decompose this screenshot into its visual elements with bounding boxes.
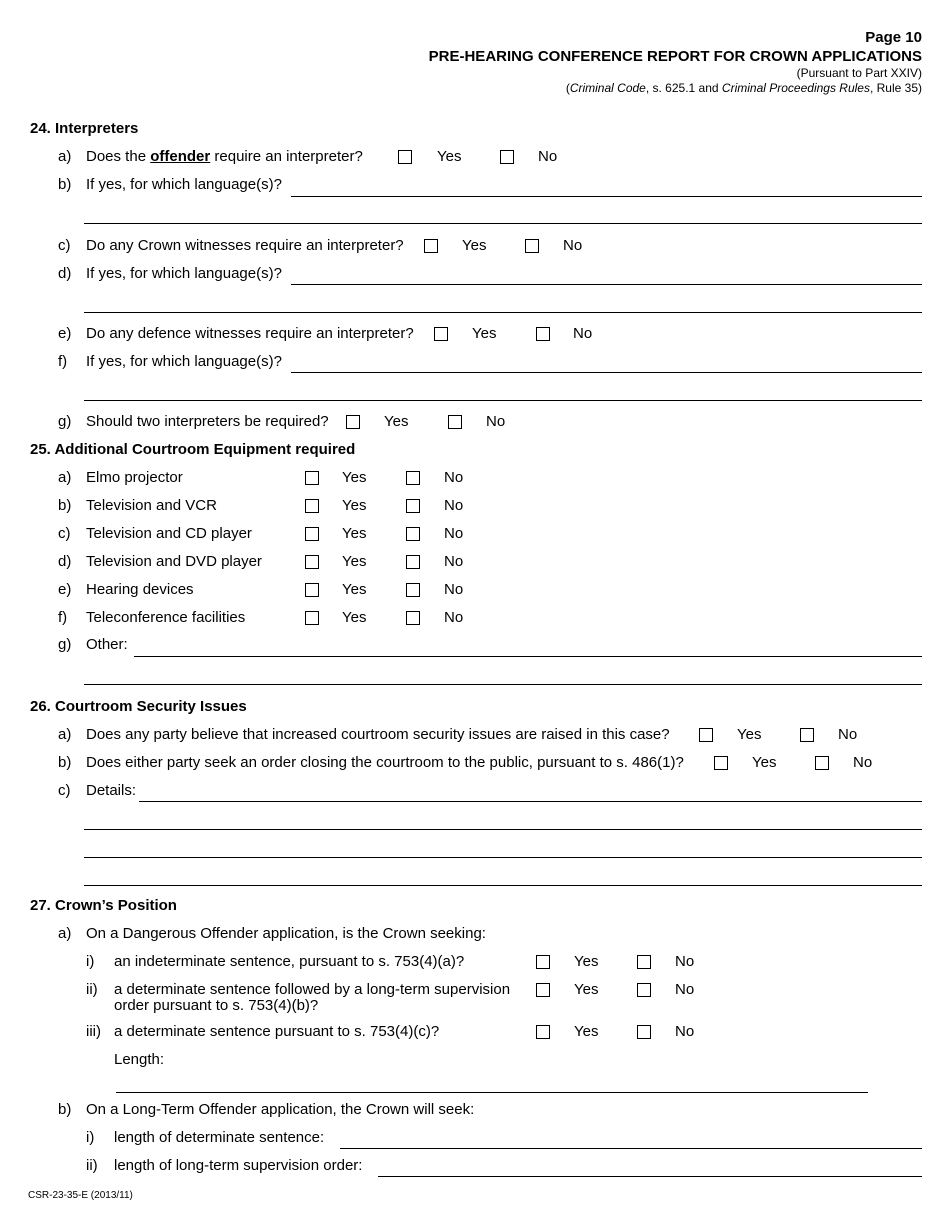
- item-letter: g): [58, 636, 72, 653]
- no-label: No: [486, 413, 506, 430]
- item-letter: a): [58, 148, 72, 165]
- s26c-details-field-3[interactable]: [84, 838, 922, 858]
- s27aiii-yes-checkbox[interactable]: [536, 1025, 550, 1039]
- s25a-no-checkbox[interactable]: [406, 471, 420, 485]
- s24d-question: If yes, for which language(s)?: [86, 265, 282, 282]
- section-24-title: 24. Interpreters: [30, 120, 139, 137]
- s27a-question: On a Dangerous Offender application, is the Crown seeking:: [86, 925, 486, 942]
- s27bii-label: length of long-term supervision order:: [114, 1157, 363, 1174]
- s27ai-no-checkbox[interactable]: [637, 955, 651, 969]
- subitem-number: ii): [86, 981, 98, 998]
- s25c-yes-checkbox[interactable]: [305, 527, 319, 541]
- ref-mid: , s. 625.1 and: [645, 81, 722, 95]
- s24a-no-checkbox[interactable]: [500, 150, 514, 164]
- yes-label: Yes: [574, 953, 599, 970]
- subitem-number: iii): [86, 1023, 101, 1040]
- subitem-number: ii): [86, 1157, 98, 1174]
- subitem-number: i): [86, 953, 95, 970]
- s25e-no-checkbox[interactable]: [406, 583, 420, 597]
- equipment-label: Television and DVD player: [86, 553, 262, 570]
- s24e-yes-checkbox[interactable]: [434, 327, 448, 341]
- section-27-title: 27. Crown’s Position: [30, 897, 177, 914]
- item-letter: a): [58, 925, 72, 942]
- no-label: No: [444, 609, 464, 626]
- yes-label: Yes: [472, 325, 497, 342]
- s25d-no-checkbox[interactable]: [406, 555, 420, 569]
- item-letter: d): [58, 553, 72, 570]
- yes-label: Yes: [462, 237, 487, 254]
- s26a-no-checkbox[interactable]: [800, 728, 814, 742]
- s24a-question: [86, 148, 363, 165]
- subitem-number: i): [86, 1129, 95, 1146]
- item-letter: f): [58, 353, 68, 370]
- s24f-language-field[interactable]: [291, 353, 922, 373]
- s24f-question: If yes, for which language(s)?: [86, 353, 282, 370]
- no-label: No: [675, 953, 695, 970]
- s24c-question: Do any Crown witnesses require an interpreter?: [86, 237, 404, 254]
- s27aii-no-checkbox[interactable]: [637, 983, 651, 997]
- yes-label: Yes: [737, 726, 762, 743]
- equipment-label: Teleconference facilities: [86, 609, 246, 626]
- ref-open: (: [565, 81, 570, 95]
- s26c-details-field[interactable]: [139, 782, 922, 802]
- s24c-yes-checkbox[interactable]: [424, 239, 438, 253]
- s24a-pre: Does the: [86, 148, 151, 165]
- s24b-language-field[interactable]: [291, 177, 922, 197]
- s27bi-label: length of determinate sentence:: [114, 1129, 325, 1146]
- item-letter: b): [58, 176, 72, 193]
- s24a-post: require an interpreter?: [210, 148, 363, 165]
- form-title: PRE-HEARING CONFERENCE REPORT FOR CROWN APPLICATIONS: [428, 48, 922, 65]
- yes-label: Yes: [752, 754, 777, 771]
- s25b-yes-checkbox[interactable]: [305, 499, 319, 513]
- item-letter: b): [58, 1101, 72, 1118]
- s27bi-determinate-sentence-field[interactable]: [340, 1129, 922, 1149]
- s27bii-supervision-order-field[interactable]: [378, 1157, 922, 1177]
- s24e-no-checkbox[interactable]: [536, 327, 550, 341]
- s24b-question: If yes, for which language(s)?: [86, 176, 282, 193]
- s25c-no-checkbox[interactable]: [406, 527, 420, 541]
- no-label: No: [444, 525, 464, 542]
- s26c-details-field-4[interactable]: [84, 866, 922, 886]
- item-letter: b): [58, 497, 72, 514]
- s24d-language-field[interactable]: [291, 265, 922, 285]
- no-label: No: [444, 581, 464, 598]
- s24f-language-field-2[interactable]: [84, 381, 922, 401]
- s25f-no-checkbox[interactable]: [406, 611, 420, 625]
- s26b-yes-checkbox[interactable]: [714, 756, 728, 770]
- s27aii-question-line2: order pursuant to s. 753(4)(b)?: [114, 997, 319, 1014]
- s27ai-question: an indeterminate sentence, pursuant to s. 753(4)(a)?: [114, 953, 465, 970]
- s25f-yes-checkbox[interactable]: [305, 611, 319, 625]
- s25e-yes-checkbox[interactable]: [305, 583, 319, 597]
- s24c-no-checkbox[interactable]: [525, 239, 539, 253]
- s27-length-label: Length:: [114, 1051, 165, 1068]
- no-label: No: [444, 553, 464, 570]
- s27aii-question-line1: a determinate sentence followed by a long-term supervision: [114, 981, 511, 998]
- s26a-yes-checkbox[interactable]: [699, 728, 713, 742]
- s24b-language-field-2[interactable]: [84, 204, 922, 224]
- item-letter: c): [58, 782, 71, 799]
- s27aiii-no-checkbox[interactable]: [637, 1025, 651, 1039]
- equipment-label: Television and VCR: [86, 497, 217, 514]
- s25g-other-field-2[interactable]: [84, 665, 922, 685]
- page-number: Page 10: [865, 29, 922, 46]
- no-label: No: [563, 237, 583, 254]
- form-reference: [566, 81, 922, 95]
- no-label: No: [538, 148, 558, 165]
- section-26-title: 26. Courtroom Security Issues: [30, 698, 247, 715]
- item-letter: a): [58, 469, 72, 486]
- item-letter: b): [58, 754, 72, 771]
- s24a-offender: offender: [150, 148, 211, 165]
- no-label: No: [444, 497, 464, 514]
- item-letter: e): [58, 325, 72, 342]
- no-label: No: [444, 469, 464, 486]
- section-25-title: 25. Additional Courtroom Equipment required: [30, 441, 356, 458]
- yes-label: Yes: [384, 413, 409, 430]
- s25d-yes-checkbox[interactable]: [305, 555, 319, 569]
- yes-label: Yes: [574, 981, 599, 998]
- s24e-question: Do any defence witnesses require an interpreter?: [86, 325, 414, 342]
- item-letter: c): [58, 237, 71, 254]
- item-letter: d): [58, 265, 72, 282]
- s25g-label: Other:: [86, 636, 128, 653]
- item-letter: c): [58, 525, 71, 542]
- s24g-question: Should two interpreters be required?: [86, 413, 329, 430]
- yes-label: Yes: [437, 148, 462, 165]
- equipment-label: Elmo projector: [86, 469, 183, 486]
- s24g-no-checkbox[interactable]: [448, 415, 462, 429]
- yes-label: Yes: [574, 1023, 599, 1040]
- s27ai-yes-checkbox[interactable]: [536, 955, 550, 969]
- equipment-label: Television and CD player: [86, 525, 252, 542]
- yes-label: Yes: [342, 525, 367, 542]
- s26c-label: Details:: [86, 782, 137, 799]
- s26c-details-field-2[interactable]: [84, 810, 922, 830]
- s27-length-field[interactable]: [116, 1073, 868, 1093]
- s26b-question: Does either party seek an order closing the courtroom to the public, pursuant to s. 486(1)?: [86, 754, 684, 771]
- s27aiii-question: a determinate sentence pursuant to s. 753(4)(c)?: [114, 1023, 440, 1040]
- no-label: No: [573, 325, 593, 342]
- equipment-label: Hearing devices: [86, 581, 194, 598]
- ref-rules: Criminal Proceedings Rules: [721, 81, 870, 95]
- form-code: CSR-23-35-E (2013/11): [28, 1190, 133, 1201]
- no-label: No: [675, 981, 695, 998]
- s27b-question: On a Long-Term Offender application, the Crown will seek:: [86, 1101, 475, 1118]
- ref-end: , Rule 35): [869, 81, 922, 95]
- s25a-yes-checkbox[interactable]: [305, 471, 319, 485]
- s24a-yes-checkbox[interactable]: [398, 150, 412, 164]
- yes-label: Yes: [342, 469, 367, 486]
- yes-label: Yes: [342, 553, 367, 570]
- s25g-other-field[interactable]: [134, 637, 922, 657]
- s25b-no-checkbox[interactable]: [406, 499, 420, 513]
- item-letter: f): [58, 609, 68, 626]
- s27aii-yes-checkbox[interactable]: [536, 983, 550, 997]
- s24g-yes-checkbox[interactable]: [346, 415, 360, 429]
- no-label: No: [675, 1023, 695, 1040]
- s24d-language-field-2[interactable]: [84, 293, 922, 313]
- no-label: No: [838, 726, 858, 743]
- item-letter: a): [58, 726, 72, 743]
- no-label: No: [853, 754, 873, 771]
- s26b-no-checkbox[interactable]: [815, 756, 829, 770]
- yes-label: Yes: [342, 609, 367, 626]
- yes-label: Yes: [342, 581, 367, 598]
- s26a-question: Does any party believe that increased courtroom security issues are raised in this case?: [86, 726, 670, 743]
- item-letter: e): [58, 581, 72, 598]
- form-pursuant: (Pursuant to Part XXIV): [796, 66, 922, 80]
- yes-label: Yes: [342, 497, 367, 514]
- ref-code: Criminal Code: [569, 81, 646, 95]
- item-letter: g): [58, 413, 72, 430]
